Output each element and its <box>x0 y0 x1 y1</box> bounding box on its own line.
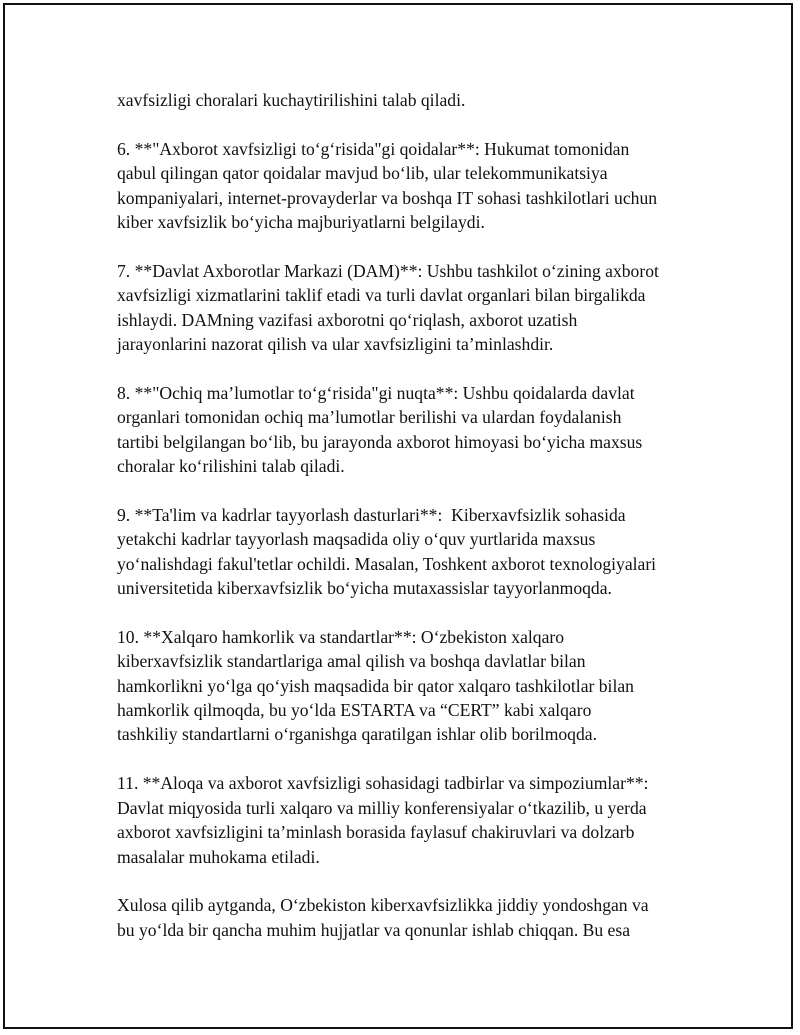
paragraph-item-6 <box>117 137 697 235</box>
text-line: yetakchi kadrlar tayyorlash maqsadida oliy o‘quv yurtlarida maxsus <box>117 529 596 550</box>
document-body <box>117 88 697 967</box>
paragraph-item-7 <box>117 259 697 357</box>
text-line: 11. **Aloqa va axborot xavfsizligi sohasidagi tadbirlar va simpoziumlar**: <box>117 773 649 794</box>
text-line: 9. **Ta'lim va kadrlar tayyorlash dasturlari**: Kiberxavfsizlik sohasida <box>117 504 626 525</box>
text-line: bu yo‘lda bir qancha muhim hujjatlar va qonunlar ishlab chiqqan. Bu esa <box>117 919 631 940</box>
text-line: ishlaydi. DAMning vazifasi axborotni qo‘riqlash, axborot uzatish <box>117 309 578 330</box>
paragraph-intro-continuation <box>117 88 697 112</box>
text-line: 10. **Xalqaro hamkorlik va standartlar**: O‘zbekiston xalqaro <box>117 626 565 647</box>
text-line: 7. **Davlat Axborotlar Markazi (DAM)**: Ushbu tashkilot o‘zining axborot <box>117 260 659 281</box>
text-line: xavfsizligi choralari kuchaytirilishini talab qiladi. <box>117 90 466 110</box>
text-line: tashkiliy standartlarni o‘rganishga qaratilgan ishlar olib borilmoqda. <box>117 724 597 745</box>
text-line: jarayonlarini nazorat qilish va ular xavfsizligini ta’minlashdir. <box>117 334 554 355</box>
text-line: organlari tomonidan ochiq ma’lumotlar berilishi va ulardan foydalanish <box>117 407 622 428</box>
text-line: hamkorlik qilmoqda, bu yo‘lda ESTARTA va “CERT” kabi xalqaro <box>117 700 592 721</box>
text-line: masalalar muhokama etiladi. <box>117 846 320 867</box>
text-line: kiberxavfsizlik standartlariga amal qilish va boshqa davlatlar bilan <box>117 651 586 672</box>
paragraph-item-10 <box>117 625 697 747</box>
text-line: hamkorlikni yo‘lga qo‘yish maqsadida bir qator xalqaro tashkilotlar bilan <box>117 675 634 696</box>
text-line: axborot xavfsizligini ta’minlash borasida faylasuf chakiruvlari va dolzarb <box>117 822 635 843</box>
text-line: xavfsizligi xizmatlarini taklif etadi va turli davlat organlari bilan birgalikda <box>117 285 646 306</box>
text-line: kiber xavfsizlik bo‘yicha majburiyatlarni belgilaydi. <box>117 212 485 233</box>
text-line: Davlat miqyosida turli xalqaro va milliy konferensiyalar o‘tkazilib, u yerda <box>117 797 647 818</box>
text-line: universitetida kiberxavfsizlik bo‘yicha mutaxassislar tayyorlanmoqda. <box>117 578 612 599</box>
paragraph-item-8 <box>117 381 697 479</box>
text-line: tartibi belgilangan bo‘lib, bu jarayonda axborot himoyasi bo‘yicha maxsus <box>117 431 643 452</box>
text-line: 6. **"Axborot xavfsizligi to‘g‘risida"gi qoidalar**: Hukumat tomonidan <box>117 138 630 159</box>
paragraph-item-9 <box>117 503 697 601</box>
text-line: qabul qilingan qator qoidalar mavjud bo‘lib, ular telekommunikatsiya <box>117 163 608 184</box>
text-line: choralar ko‘rilishini talab qiladi. <box>117 456 345 477</box>
text-line: yo‘nalishdagi fakul'tetlar ochildi. Masalan, Toshkent axborot texnologiyalari <box>117 553 657 574</box>
text-line: Xulosa qilib aytganda, O‘zbekiston kiberxavfsizlikka jiddiy yondoshgan va <box>117 895 649 916</box>
text-line: kompaniyalari, internet-provayderlar va boshqa IT sohasi tashkilotlari uchun <box>117 187 658 208</box>
paragraph-item-11 <box>117 771 697 869</box>
text-line: 8. **"Ochiq ma’lumotlar to‘g‘risida"gi nuqta**: Ushbu qoidalarda davlat <box>117 382 635 403</box>
paragraph-conclusion <box>117 893 697 942</box>
